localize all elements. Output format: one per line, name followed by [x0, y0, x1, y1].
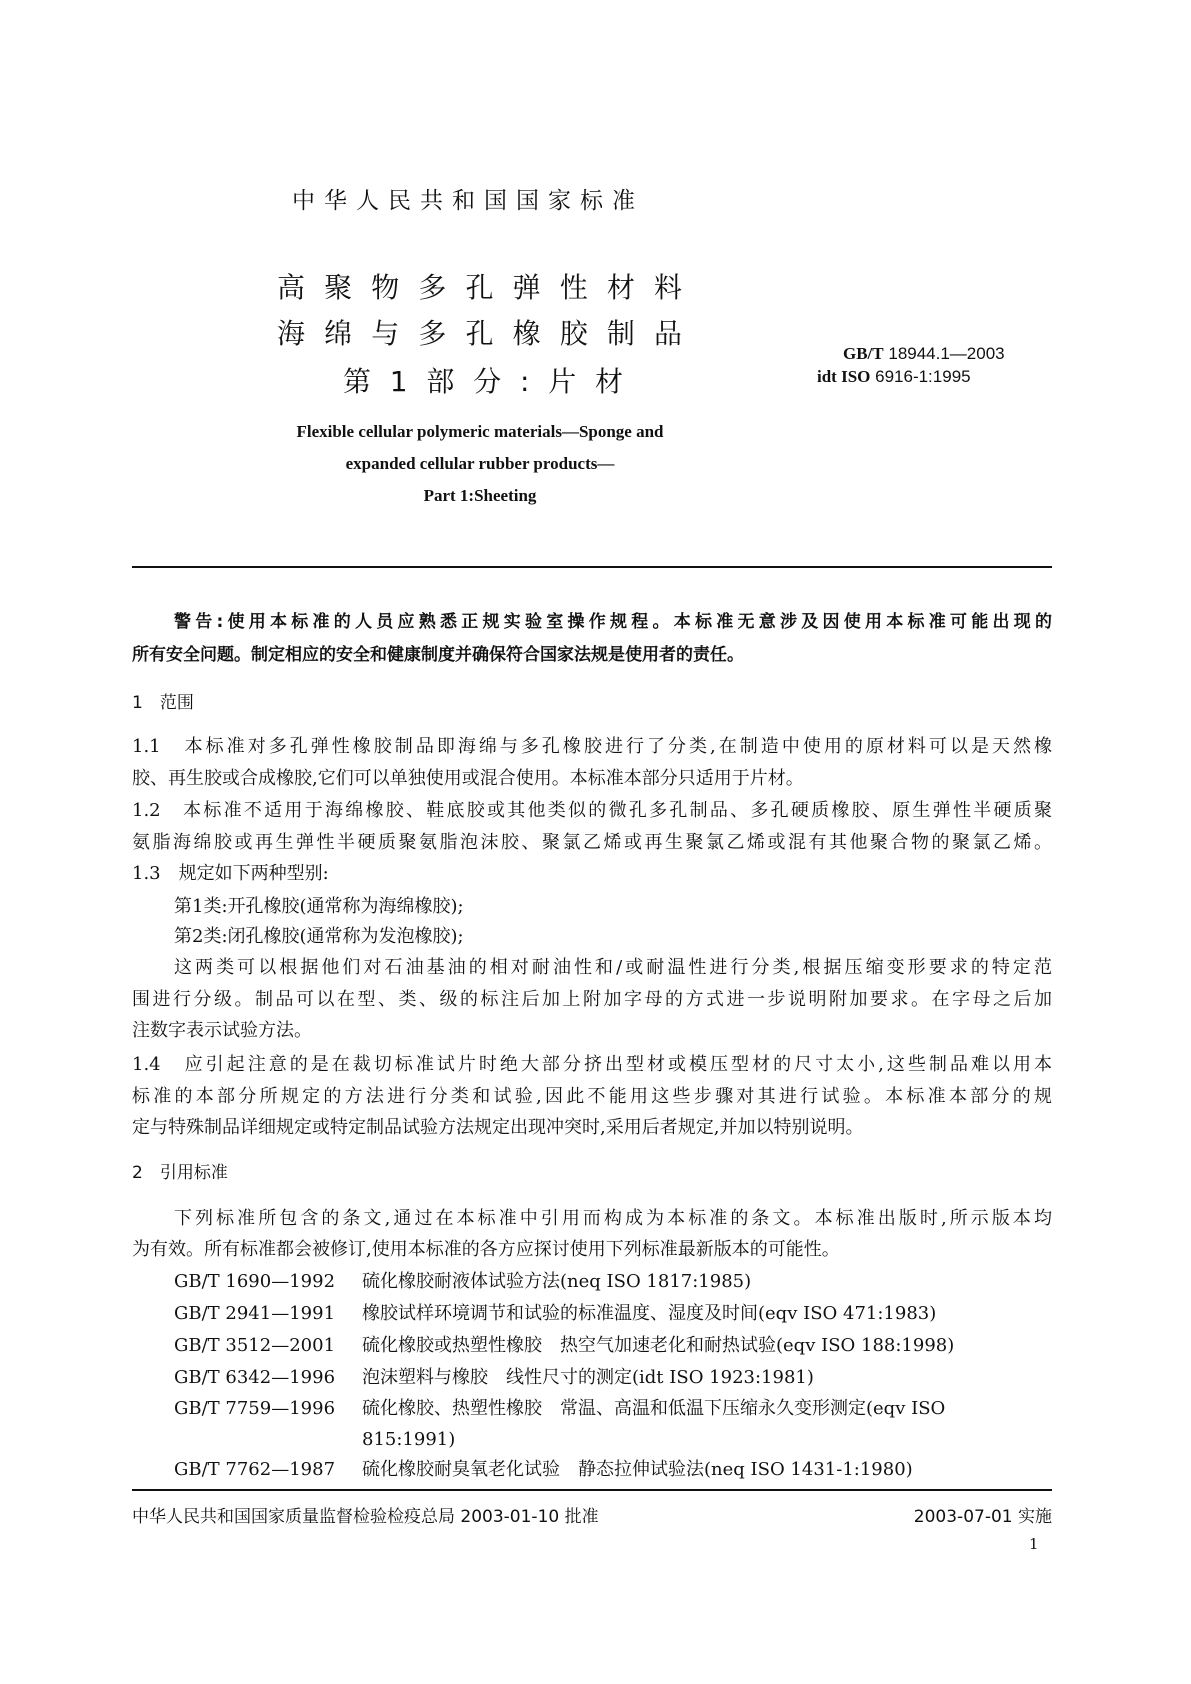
- idt-prefix: idt ISO: [817, 367, 871, 386]
- title-line-3: 第1部分:片材: [343, 365, 623, 398]
- reference-item: [174, 1270, 751, 1294]
- english-title-1: Flexible cellular polymeric materials—Sponge and: [296, 422, 664, 441]
- para-line: 注数字表示试验方法。: [132, 1020, 312, 1041]
- ref-title-continuation: 815:1991): [362, 1429, 456, 1450]
- top-divider: [132, 566, 1052, 568]
- ref-code: GB/T 2941—1991: [174, 1303, 336, 1324]
- standard-code: [843, 344, 1005, 364]
- para-line: 第2类:闭孔橡胶(通常称为发泡橡胶);: [174, 926, 464, 947]
- para-line: 1.1 本标准对多孔弹性橡胶制品即海绵与多孔橡胶进行了分类,在制造中使用的原材料可以是天然橡: [132, 736, 1052, 757]
- para-line: 第1类:开孔橡胶(通常称为海绵橡胶);: [174, 896, 464, 917]
- para-line: 为有效。所有标准都会被修订,使用本标准的各方应探讨使用下列标准最新版本的可能性。: [132, 1239, 840, 1260]
- para-line: 下列标准所包含的条文,通过在本标准中引用而构成为本标准的条文。本标准出版时,所示版本均: [174, 1208, 1052, 1229]
- section-2-heading: 2 引用标准: [132, 1163, 228, 1183]
- ref-code: GB/T 7759—1996: [174, 1398, 336, 1419]
- effective-date: 2003-07-01 实施: [913, 1507, 1052, 1527]
- para-line: 1.3 规定如下两种型别:: [132, 863, 329, 884]
- ref-title: 硫化橡胶、热塑性橡胶 常温、高温和低温下压缩永久变形测定(eqv ISO: [362, 1398, 946, 1419]
- ref-title: 橡胶试样环境调节和试验的标准温度、湿度及时间(eqv ISO 471:1983): [362, 1303, 937, 1324]
- para-line: 氨脂海绵胶或再生弹性半硬质聚氨脂泡沫胶、聚氯乙烯或再生聚氯乙烯或混有其他聚合物的聚氯乙烯。: [132, 832, 1052, 853]
- section-1-heading: 1 范围: [132, 693, 194, 713]
- title-line-2: 海绵与多孔橡胶制品: [277, 317, 682, 350]
- idt-number: 6916-1:1995: [875, 367, 971, 386]
- code-prefix: GB/T: [843, 344, 884, 363]
- ref-title: 硫化橡胶耐臭氧老化试验 静态拉伸试验法(neq ISO 1431-1:1980): [362, 1459, 913, 1480]
- reference-item: [174, 1458, 913, 1482]
- ref-code: GB/T 1690—1992: [174, 1271, 336, 1292]
- para-line: 围进行分级。制品可以在型、类、级的标注后加上附加字母的方式进一步说明附加要求。在字母之后加: [132, 989, 1052, 1010]
- para-line: 这两类可以根据他们对石油基油的相对耐油性和/或耐温性进行分类,根据压缩变形要求的特定范: [174, 957, 1052, 978]
- page-number: 1: [1029, 1535, 1039, 1553]
- para-line: 胶、再生胶或合成橡胶,它们可以单独使用或混合使用。本标准本部分只适用于片材。: [132, 768, 804, 789]
- ref-code: GB/T 6342—1996: [174, 1367, 336, 1388]
- para-line: 1.2 本标准不适用于海绵橡胶、鞋底胶或其他类似的微孔多孔制品、多孔硬质橡胶、原生弹性半硬质聚: [132, 800, 1052, 821]
- bottom-divider: [132, 1489, 1052, 1491]
- code-number: 18944.1—2003: [888, 344, 1005, 363]
- warning-line-2: 所有安全问题。制定相应的安全和健康制度并确保符合国家法规是使用者的责任。: [132, 645, 744, 665]
- english-title-3: Part 1:Sheeting: [423, 486, 537, 505]
- ref-title: 硫化橡胶或热塑性橡胶 热空气加速老化和耐热试验(eqv ISO 188:1998): [362, 1335, 955, 1356]
- english-title-2: expanded cellular rubber products—: [345, 454, 615, 473]
- ref-title: 硫化橡胶耐液体试验方法(neq ISO 1817:1985): [362, 1271, 752, 1292]
- para-line: 标准的本部分所规定的方法进行分类和试验,因此不能用这些步骤对其进行试验。本标准本部分的规: [132, 1086, 1052, 1107]
- reference-item: [174, 1302, 936, 1326]
- para-line: 定与特殊制品详细规定或特定制品试验方法规定出现冲突时,采用后者规定,并加以特别说明。: [132, 1117, 864, 1138]
- ref-title: 泡沫塑料与橡胶 线性尺寸的测定(idt ISO 1923:1981): [362, 1367, 814, 1388]
- para-line: 1.4 应引起注意的是在裁切标准试片时绝大部分挤出型材或模压型材的尺寸太小,这些制品难以用本: [132, 1054, 1052, 1075]
- approval-statement: 中华人民共和国国家质量监督检验检疫总局 2003-01-10 批准: [132, 1507, 599, 1527]
- reference-item: [174, 1397, 945, 1421]
- warning-line-1: 警告:使用本标准的人员应熟悉正规实验室操作规程。本标准无意涉及因使用本标准可能出现的: [174, 612, 1052, 632]
- reference-item: [174, 1366, 814, 1390]
- national-standard-header: 中华人民共和国国家标准: [292, 188, 644, 214]
- idt-reference: [817, 367, 971, 387]
- title-line-1: 高聚物多孔弹性材料: [277, 271, 682, 304]
- ref-code: GB/T 3512—2001: [174, 1335, 336, 1356]
- reference-item: [174, 1334, 954, 1358]
- ref-code: GB/T 7762—1987: [174, 1459, 336, 1480]
